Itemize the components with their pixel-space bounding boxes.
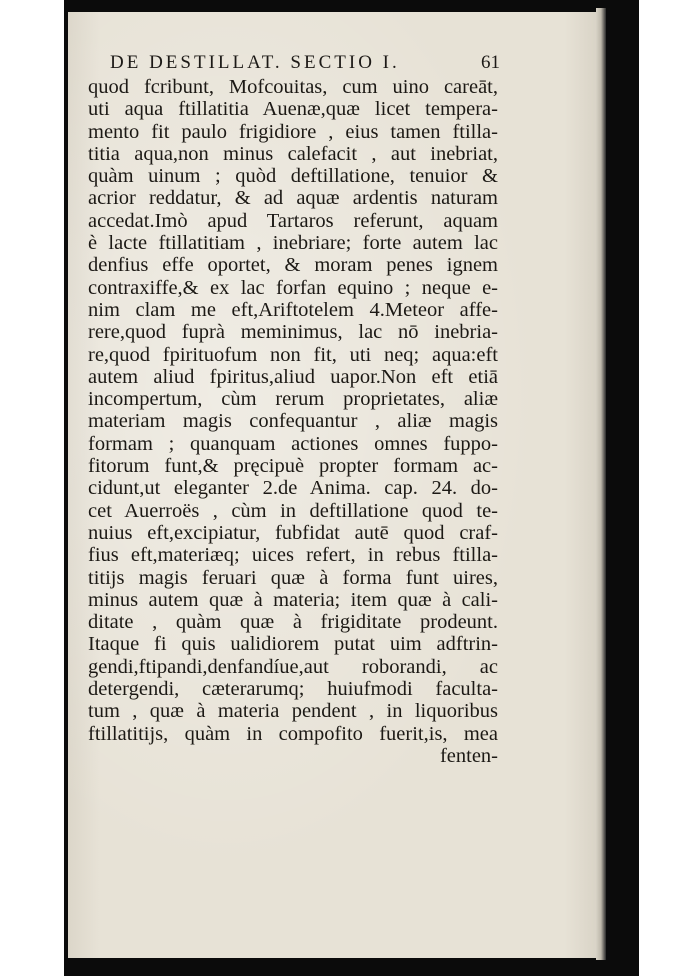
text-line: quod fcribunt, Mofcouitas, cum uino careāt, xyxy=(88,76,498,98)
catchword: fenten- xyxy=(439,744,498,767)
text-line: fius eft,materiæq; uices refert, in rebus ftilla- xyxy=(88,544,498,567)
running-title: DE DESTILLAT. SECTIO I. xyxy=(110,52,400,73)
text-line: tum , quæ à materia pendent , in liquoribus xyxy=(88,700,498,723)
text-line: accedat.Imò apud Tartaros referunt, aquam xyxy=(88,209,498,232)
text-line: è lacte ftillatitiam , inebriare; forte autem lac xyxy=(88,232,498,255)
text-line: quàm uinum ; quòd deftillatione, tenuior & xyxy=(88,165,498,188)
text-line: detergendi, cæterarumq; huiufmodi faculta- xyxy=(88,678,498,701)
page-number: 61 xyxy=(481,52,500,73)
text-line: titia aqua,non minus calefacit , aut inebriat, xyxy=(88,142,498,165)
text-line: acrior reddatur, & ad aquæ ardentis naturam xyxy=(88,187,498,210)
text-line: cidunt,ut eleganter 2.de Anima. cap. 24. do- xyxy=(88,477,498,500)
text-line: autem aliud fpiritus,aliud uapor.Non eft etiā xyxy=(88,365,498,388)
text-line: cet Auerroës , cùm in deftillatione quod te- xyxy=(88,499,498,522)
text-line: Itaque fi quis ualidiorem putat uim adftrin- xyxy=(88,633,498,656)
text-line: titijs magis feruari quæ à forma funt uires, xyxy=(88,566,498,589)
text-line: ditate , quàm quæ à frigiditate prodeunt. xyxy=(88,611,498,634)
text-line: incompertum, cùm rerum proprietates, aliæ xyxy=(88,388,498,411)
text-line: nim clam me eft,Ariftotelem 4.Meteor affe- xyxy=(88,298,498,321)
page-edge xyxy=(596,8,606,960)
text-line: contraxiffe,& ex lac forfan equino ; neque e- xyxy=(88,276,498,299)
text-line: formam ; quanquam actiones omnes fuppo- xyxy=(88,432,498,455)
text-line: fitorum funt,& pręcipuè propter formam ac- xyxy=(88,455,498,478)
text-line: rere,quod fuprà meminimus, lac nō inebria- xyxy=(88,321,498,344)
body-text xyxy=(88,76,498,767)
text-line: materiam magis confequantur , aliæ magis xyxy=(88,410,498,433)
text-line: gendi,ftipandi,denfandíue,aut roborandi, ac xyxy=(88,655,498,678)
text-line: denfius effe oportet, & moram penes ignem xyxy=(88,254,498,277)
text-line: uti aqua ftillatitia Auenæ,quæ licet tempera- xyxy=(88,98,498,121)
text-line: mento fit paulo frigidiore , eius tamen ftilla- xyxy=(88,120,498,143)
text-line: ftillatitijs, quàm in compofito fuerit,is, mea xyxy=(88,722,498,745)
text-line: re,quod fpirituofum non fit, uti neq; aqua:eft xyxy=(88,343,498,366)
text-line: minus autem quæ à materia; item quæ à cali- xyxy=(88,588,498,611)
text-line: nuius eft,excipiatur, fubfidat autē quod craf- xyxy=(88,521,498,544)
